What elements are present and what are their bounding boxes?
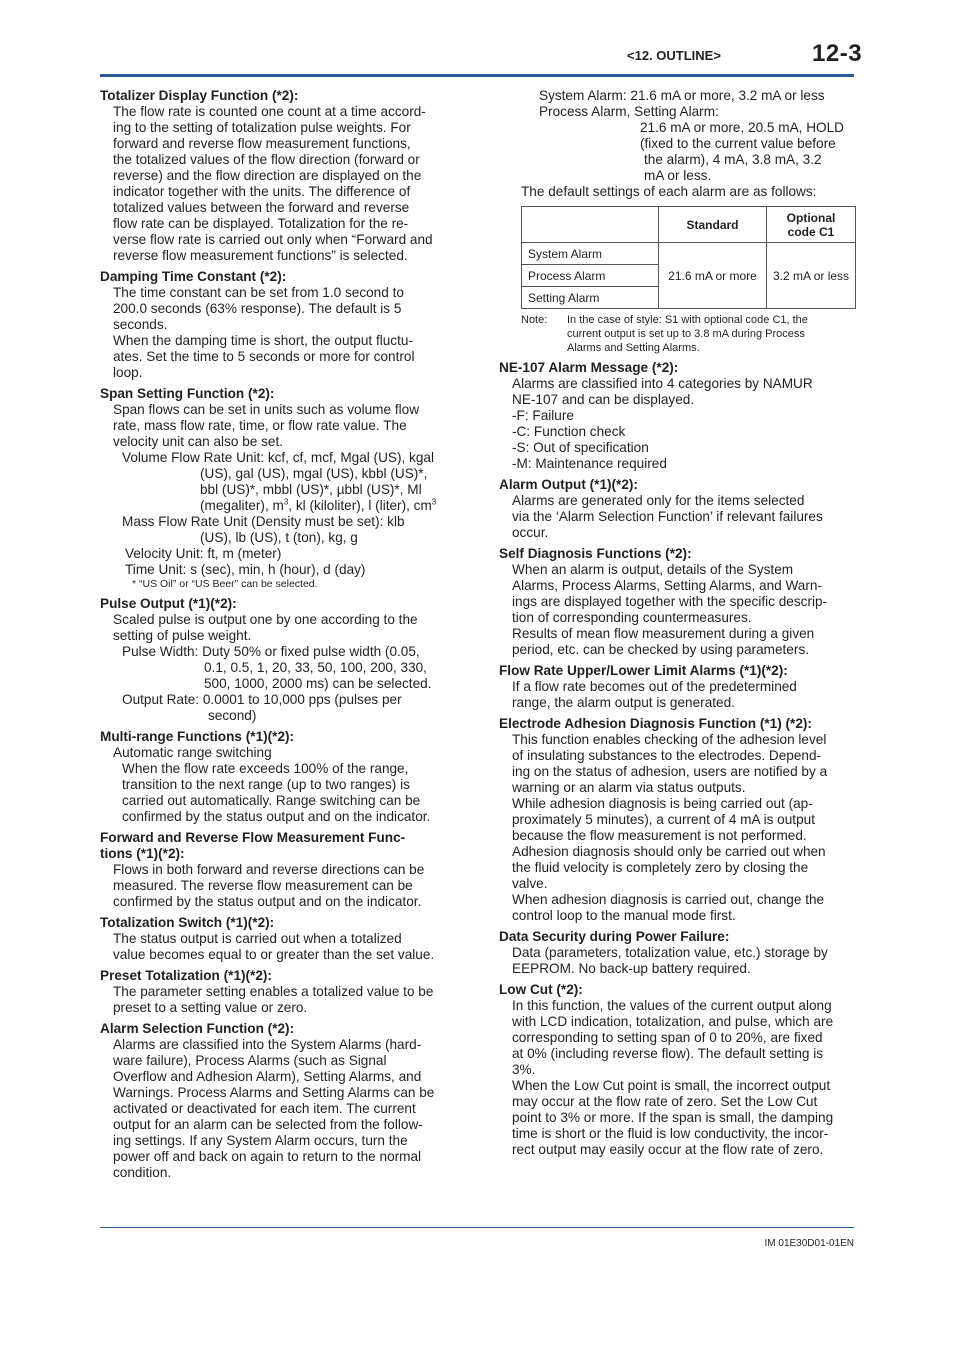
- data-security-body: [499, 945, 861, 977]
- volume-unit-line: Volume Flow Rate Unit: kcf, cf, mcf, Mgal (US), kgal: [122, 450, 434, 465]
- body-line: control loop to the manual mode first.: [512, 908, 736, 923]
- process-alarm-values: (fixed to the current value before: [640, 136, 836, 151]
- totalizer-heading: Totalizer Display Function (*2):: [100, 88, 299, 103]
- body-line: the fluid velocity is completely zero by closing the: [512, 860, 809, 875]
- process-alarm-values: the alarm), 4 mA, 3.8 mA, 3.2: [644, 152, 822, 167]
- body-line: ates. Set the time to 5 seconds or more for control: [113, 349, 415, 364]
- body-line: The time constant can be set from 1.0 second to: [113, 285, 404, 300]
- body-line: point to 3% or more. If the span is small, the damping: [512, 1110, 834, 1125]
- table-header-row: [522, 207, 856, 243]
- body-line: Alarms are classified into 4 categories by NAMUR: [512, 376, 813, 391]
- body-line: indicator together with the units. The difference of: [113, 184, 411, 199]
- body-line: Adhesion diagnosis should only be carried out when: [512, 844, 826, 859]
- body-line: corresponding to setting span of 0 to 20%, are fixed: [512, 1030, 823, 1045]
- body-line: transition to the next range (up to two ranges) is: [122, 777, 410, 792]
- alarm-settings: [499, 88, 861, 200]
- forward-reverse-body: [100, 862, 462, 910]
- alarm-selection-body: [100, 1037, 462, 1181]
- header-rule: [100, 74, 854, 77]
- body-line: -C: Function check: [512, 424, 626, 439]
- forward-reverse-heading: Forward and Reverse Flow Measurement Func-: [100, 830, 406, 845]
- body-line: totalized values between the forward and reverse: [113, 200, 410, 215]
- left-column: [100, 88, 462, 1181]
- note-line: In the case of style: S1 with optional code C1, the: [567, 314, 808, 326]
- body-line: ware failure), Process Alarms (such as Signal: [113, 1053, 387, 1068]
- body-line: When the damping time is short, the output fluctu-: [113, 333, 413, 348]
- pulse-width-line: Pulse Width: Duty 50% or fixed pulse width (0.05,: [122, 644, 420, 659]
- body-line: velocity unit can also be set.: [113, 434, 284, 449]
- body-line: If a flow rate becomes out of the predetermined: [512, 679, 797, 694]
- body-line: In this function, the values of the current output along: [512, 998, 832, 1013]
- footnote: * “US Oil” or “US Beer” can be selected.: [132, 578, 318, 590]
- note-line: current output is set up to 3.8 mA during Process: [567, 328, 805, 340]
- body-line: Data (parameters, totalization value, etc.) storage by: [512, 945, 828, 960]
- span-heading: Span Setting Function (*2):: [100, 386, 275, 401]
- volume-unit-text: (megaliter), m: [200, 498, 284, 513]
- body-line: power off and back on again to return to the normal: [113, 1149, 422, 1164]
- process-alarm-values: 21.6 mA or more, 20.5 mA, HOLD: [640, 120, 844, 135]
- column-header-standard: Standard: [659, 207, 767, 243]
- body-line: Flows in both forward and reverse directions can be: [113, 862, 425, 877]
- body-line: rect output may easily occur at the flow rate of zero.: [512, 1142, 824, 1157]
- process-alarm-values: mA or less.: [644, 168, 712, 183]
- body-line: 3%.: [512, 1062, 536, 1077]
- note-line: Alarms and Setting Alarms.: [567, 342, 700, 354]
- column-header-text: Optional: [786, 210, 836, 225]
- body-line: -F: Failure: [512, 408, 574, 423]
- velocity-unit-line: Velocity Unit: ft, m (meter): [125, 546, 282, 561]
- body-line: NE-107 and can be displayed.: [512, 392, 695, 407]
- body-line: loop.: [113, 365, 143, 380]
- system-alarm-line: System Alarm: 21.6 mA or more, 3.2 mA or less: [539, 88, 825, 103]
- electrode-body: [499, 732, 861, 924]
- pulse-width-line: 500, 1000, 2000 ms) can be selected.: [204, 676, 432, 691]
- body-line: seconds.: [113, 317, 168, 332]
- document-id: IM 01E30D01-01EN: [764, 1238, 854, 1249]
- body-line: valve.: [512, 876, 548, 891]
- body-line: The parameter setting enables a totalized value to be: [113, 984, 434, 999]
- body-line: setting of pulse weight.: [113, 628, 252, 643]
- body-line: Scaled pulse is output one by one according to the: [113, 612, 418, 627]
- low-cut-heading: Low Cut (*2):: [499, 982, 583, 997]
- preset-heading: Preset Totalization (*1)(*2):: [100, 968, 272, 983]
- section-title: <12. OUTLINE>: [627, 48, 721, 63]
- body-line: carried out automatically. Range switching can be: [122, 793, 421, 808]
- body-line: time is short or the fluid is low conductivity, the incor-: [512, 1126, 829, 1141]
- body-line: activated or deactivated for each item. The current: [113, 1101, 416, 1116]
- body-line: Alarms, Process Alarms, Setting Alarms, and Warn-: [512, 578, 822, 593]
- body-line: ings are displayed together with the specific descrip-: [512, 594, 828, 609]
- time-unit-line: Time Unit: s (sec), min, h (hour), d (day): [125, 562, 366, 577]
- body-line: period, etc. can be checked by using parameters.: [512, 642, 809, 657]
- damping-body: [100, 285, 462, 381]
- table-row: [522, 243, 856, 265]
- alarm-output-body: [499, 493, 861, 541]
- multirange-heading: Multi-range Functions (*1)(*2):: [100, 729, 295, 744]
- body-line: EEPROM. No back-up battery required.: [512, 961, 751, 976]
- body-line: warning or an alarm via status outputs.: [512, 780, 746, 795]
- multirange-body: [100, 745, 462, 825]
- body-line: value becomes equal to or greater than the set value.: [113, 947, 435, 962]
- body-line: measured. The reverse flow measurement can be: [113, 878, 413, 893]
- body-line: -M: Maintenance required: [512, 456, 667, 471]
- pulse-body: [100, 612, 462, 724]
- process-alarm-line: Process Alarm, Setting Alarm:: [539, 104, 719, 119]
- note-text: [567, 313, 808, 355]
- table-note: [499, 313, 861, 355]
- low-cut-body: [499, 998, 861, 1158]
- body-line: While adhesion diagnosis is being carried out (ap-: [512, 796, 813, 811]
- body-line: confirmed by the status output and on the indicator.: [113, 894, 422, 909]
- row-label: System Alarm: [522, 243, 659, 265]
- mass-unit-line: Mass Flow Rate Unit (Density must be set): klb: [122, 514, 405, 529]
- body-line: preset to a setting value or zero.: [113, 1000, 308, 1015]
- ne107-heading: NE-107 Alarm Message (*2):: [499, 360, 679, 375]
- body-line: When an alarm is output, details of the System: [512, 562, 794, 577]
- volume-unit-line: [100, 498, 462, 514]
- body-line: condition.: [113, 1165, 172, 1180]
- output-rate-line: second): [208, 708, 257, 723]
- pulse-width-line: 0.1, 0.5, 1, 20, 33, 50, 100, 200, 330,: [204, 660, 427, 675]
- totalization-switch-heading: Totalization Switch (*1)(*2):: [100, 915, 275, 930]
- forward-reverse-heading: tions (*1)(*2):: [100, 846, 185, 861]
- body-line: output for an alarm can be selected from the follow-: [113, 1117, 423, 1132]
- body-line: rate, mass flow rate, time, or flow rate value. The: [113, 418, 407, 433]
- alarm-output-heading: Alarm Output (*1)(*2):: [499, 477, 638, 492]
- body-line: -S: Out of specification: [512, 440, 649, 455]
- preset-body: [100, 984, 462, 1016]
- page-number: 12-3: [812, 40, 863, 67]
- body-line: occur.: [512, 525, 549, 540]
- standard-value-cell: 21.6 mA or more: [659, 243, 767, 309]
- body-line: When adhesion diagnosis is carried out, change the: [512, 892, 825, 907]
- damping-heading: Damping Time Constant (*2):: [100, 269, 287, 284]
- row-label: Setting Alarm: [522, 287, 659, 309]
- body-line: When the Low Cut point is small, the incorrect output: [512, 1078, 831, 1093]
- body-line: via the ‘Alarm Selection Function’ if relevant failures: [512, 509, 823, 524]
- body-line: with LCD indication, totalization, and pulse, which are: [512, 1014, 834, 1029]
- self-diagnosis-body: [499, 562, 861, 658]
- mass-unit-line: (US), lb (US), t (ton), kg, g: [200, 530, 358, 545]
- body-line: Warnings. Process Alarms and Setting Alarms can be: [113, 1085, 435, 1100]
- pulse-heading: Pulse Output (*1)(*2):: [100, 596, 237, 611]
- flow-limit-heading: Flow Rate Upper/Lower Limit Alarms (*1)(*2):: [499, 663, 788, 678]
- body-line: forward and reverse flow measurement functions,: [113, 136, 411, 151]
- body-line: Results of mean flow measurement during a given: [512, 626, 815, 641]
- body-line: reverse flow measurement functions” is selected.: [113, 248, 408, 263]
- superscript: 3: [431, 497, 437, 507]
- body-line: verse flow rate is carried out only when “Forward and: [113, 232, 433, 247]
- body-line: may occur at the flow rate of zero. Set the Low Cut: [512, 1094, 818, 1109]
- footer-rule: [100, 1227, 854, 1228]
- body-line: ing on the status of adhesion, users are notified by a: [512, 764, 828, 779]
- totalizer-body: [100, 104, 462, 264]
- output-rate-line: Output Rate: 0.0001 to 10,000 pps (pulses per: [122, 692, 402, 707]
- volume-unit-line: (US), gal (US), mgal (US), kbbl (US)*,: [200, 466, 428, 481]
- body-line: reverse) and the flow direction are displayed on the: [113, 168, 422, 183]
- body-line: proximately 5 minutes), a current of 4 mA is output: [512, 812, 815, 827]
- body-line: This function enables checking of the adhesion level: [512, 732, 827, 747]
- default-settings-line: The default settings of each alarm are as follows:: [521, 184, 817, 199]
- note-label: Note:: [521, 314, 548, 326]
- alarm-default-table: [521, 206, 856, 309]
- alarm-selection-heading: Alarm Selection Function (*2):: [100, 1021, 295, 1036]
- body-line: ing settings. If any System Alarm occurs, turn the: [113, 1133, 408, 1148]
- body-line: because the flow measurement is not performed.: [512, 828, 807, 843]
- body-line: The status output is carried out when a totalized: [113, 931, 402, 946]
- body-line: the totalized values of the flow direction (forward or: [113, 152, 420, 167]
- body-line: tion of corresponding countermeasures.: [512, 610, 752, 625]
- row-label: Process Alarm: [522, 265, 659, 287]
- body-line: confirmed by the status output and on the indicator.: [122, 809, 431, 824]
- volume-unit-text: , kl (kiloliter), l (liter), cm: [288, 498, 432, 513]
- body-line: of insulating substances to the electrodes. Depend-: [512, 748, 822, 763]
- body-line: ing to the setting of totalization pulse weights. For: [113, 120, 411, 135]
- self-diagnosis-heading: Self Diagnosis Functions (*2):: [499, 546, 692, 561]
- span-body: [100, 402, 462, 591]
- body-line: range, the alarm output is generated.: [512, 695, 735, 710]
- body-line: 200.0 seconds (63% response). The default is 5: [113, 301, 402, 316]
- flow-limit-body: [499, 679, 861, 711]
- data-security-heading: Data Security during Power Failure:: [499, 929, 730, 944]
- column-header-text: code C1: [787, 224, 835, 239]
- electrode-heading: Electrode Adhesion Diagnosis Function (*1) (*2):: [499, 716, 812, 731]
- volume-unit-line: bbl (US)*, mbbl (US)*, µbbl (US)*, Ml: [200, 482, 422, 497]
- body-line: When the flow rate exceeds 100% of the range,: [122, 761, 409, 776]
- column-header-optional: [767, 207, 856, 243]
- superscript: 3: [283, 497, 289, 507]
- body-line: The flow rate is counted one count at a time accord-: [113, 104, 426, 119]
- totalization-switch-body: [100, 931, 462, 963]
- body-line: Span flows can be set in units such as volume flow: [113, 402, 420, 417]
- optional-value-cell: 3.2 mA or less: [767, 243, 856, 309]
- ne107-body: [499, 376, 861, 472]
- body-line: Alarms are classified into the System Alarms (hard-: [113, 1037, 422, 1052]
- body-line: Alarms are generated only for the items selected: [512, 493, 805, 508]
- body-line: Overflow and Adhesion Alarm), Setting Alarms, and: [113, 1069, 422, 1084]
- body-line: flow rate can be displayed. Totalization for the re-: [113, 216, 409, 231]
- right-column: [499, 88, 861, 1158]
- table-corner-cell: [522, 207, 659, 243]
- body-line: Automatic range switching: [113, 745, 272, 760]
- body-line: at 0% (including reverse flow). The default setting is: [512, 1046, 824, 1061]
